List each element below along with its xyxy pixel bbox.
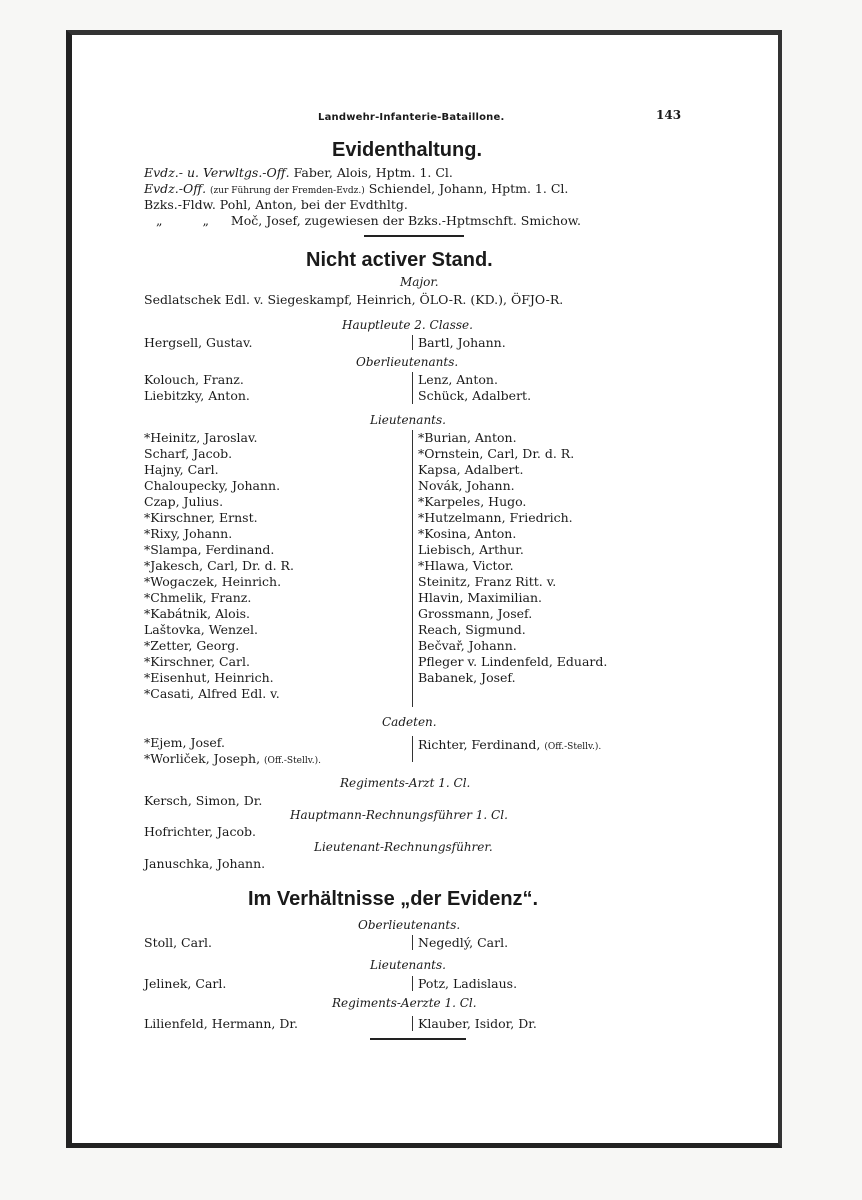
cadet-right-0 (418, 737, 601, 755)
lieutenant-left-12: Laštovka, Wenzel. (144, 622, 258, 637)
evidenthaltung-line-3: Bzks.-Fldw. Pohl, Anton, bei der Evdthltg. (144, 197, 408, 212)
lieutenant-left-7: *Slampa, Ferdinand. (144, 542, 275, 557)
lieutenant-left-9: *Wogaczek, Heinrich. (144, 574, 282, 589)
lt-rechnungsfuehrer-entry: Januschka, Johann. (144, 856, 266, 871)
entry-text: Faber, Alois, Hptm. 1. Cl. (293, 165, 453, 180)
hauptleute-left-0: Hergsell, Gustav. (144, 335, 253, 350)
lieutenant-right-1: *Ornstein, Carl, Dr. d. R. (418, 446, 575, 461)
lieutenant-right-7: Liebisch, Arthur. (418, 542, 524, 557)
rechnungsfuehrer-entry: Hofrichter, Jacob. (144, 824, 257, 839)
lieutenant-right-15: Babanek, Josef. (418, 670, 516, 685)
entry-note: (Off.-Stellv.). (264, 756, 322, 766)
lieutenant-left-4: Czap, Julius. (144, 494, 224, 509)
lieutenant-left-2: Hajny, Carl. (144, 462, 219, 477)
lieutenant-left-10: *Chmelik, Franz. (144, 590, 252, 605)
lieutenant-right-12: Reach, Sigmund. (418, 622, 526, 637)
rank-heading-major: Major. (400, 275, 439, 289)
rank-heading-lt-rechnungsfuehrer: Lieutenant-Rechnungsführer. (314, 840, 493, 854)
lieutenant-right-11: Grossmann, Josef. (418, 606, 533, 621)
rank-heading-evidenz-aerzte: Regiments-Aerzte 1. Cl. (332, 996, 477, 1010)
lieutenant-left-15: *Eisenhut, Heinrich. (144, 670, 274, 685)
column-divider (412, 736, 413, 762)
entry-text: *Worliček, Joseph, (144, 751, 261, 766)
entry-text: Moč, Josef, zugewiesen der Bzks.-Hptmschft. Smichow. (230, 213, 581, 228)
lieutenant-right-2: Kapsa, Adalbert. (418, 462, 524, 477)
column-divider (412, 335, 413, 350)
column-divider (412, 935, 413, 950)
lieutenant-left-5: *Kirschner, Ernst. (144, 510, 258, 525)
lieutenant-left-11: *Kabátnik, Alois. (144, 606, 251, 621)
role-label: Evdz.- u. Verwltgs.-Off. (144, 165, 290, 180)
evidenz-oberlt-right: Negedlý, Carl. (418, 935, 509, 950)
rank-heading-rechnungsfuehrer: Hauptmann-Rechnungsführer 1. Cl. (290, 808, 508, 822)
cadet-left-1 (144, 751, 321, 769)
rank-heading-cadeten: Cadeten. (382, 715, 437, 729)
cadet-left-0: *Ejem, Josef. (144, 735, 225, 750)
closing-divider (370, 1038, 466, 1040)
regiments-arzt-entry: Kersch, Simon, Dr. (144, 793, 263, 808)
lieutenant-right-5: *Hutzelmann, Friedrich. (418, 510, 573, 525)
lieutenant-left-16: *Casati, Alfred Edl. v. (144, 686, 280, 701)
rank-heading-evidenz-lieutenants: Lieutenants. (370, 958, 446, 972)
column-divider (412, 430, 413, 707)
evidenz-oberlt-left: Stoll, Carl. (144, 935, 213, 950)
lieutenant-right-9: Steinitz, Franz Ritt. v. (418, 574, 557, 589)
lieutenant-left-13: *Zetter, Georg. (144, 638, 240, 653)
lieutenant-left-14: *Kirschner, Carl. (144, 654, 250, 669)
column-divider (412, 372, 413, 404)
lieutenant-right-10: Hlavin, Maximilian. (418, 590, 543, 605)
lieutenant-right-6: *Kosina, Anton. (418, 526, 517, 541)
lieutenant-right-3: Novák, Johann. (418, 478, 515, 493)
rank-heading-regiments-arzt: Regiments-Arzt 1. Cl. (340, 776, 471, 790)
lieutenant-left-8: *Jakesch, Carl, Dr. d. R. (144, 558, 294, 573)
entry-text: Schiendel, Johann, Hptm. 1. Cl. (368, 181, 569, 196)
section-title-evidenthaltung: Evidenthaltung. (332, 139, 482, 161)
section-title-nicht-activer-stand: Nicht activer Stand. (306, 249, 493, 271)
evidenthaltung-line-4 (156, 213, 581, 228)
lieutenant-left-1: Scharf, Jacob. (144, 446, 233, 461)
column-divider (412, 976, 413, 991)
oberlt-left-1: Liebitzky, Anton. (144, 388, 250, 403)
ditto-marks: „ „ (156, 213, 227, 228)
section-divider (364, 235, 464, 237)
lieutenant-left-6: *Rixy, Johann. (144, 526, 233, 541)
rank-heading-evidenz-oberlieutenants: Oberlieutenants. (358, 918, 461, 932)
evidenz-aerzte-right: Klauber, Isidor, Dr. (418, 1016, 537, 1031)
entry-note: (Off.-Stellv.). (544, 742, 602, 752)
lieutenant-right-0: *Burian, Anton. (418, 430, 517, 445)
lieutenant-right-8: *Hlawa, Victor. (418, 558, 514, 573)
hauptleute-right-0: Bartl, Johann. (418, 335, 506, 350)
evidenz-lt-left: Jelinek, Carl. (144, 976, 227, 991)
lieutenant-right-13: Bečvař, Johann. (418, 638, 517, 653)
rank-heading-lieutenants: Lieutenants. (370, 413, 446, 427)
lieutenant-right-4: *Karpeles, Hugo. (418, 494, 527, 509)
evidenz-aerzte-left: Lilienfeld, Hermann, Dr. (144, 1016, 298, 1031)
oberlt-right-1: Schück, Adalbert. (418, 388, 532, 403)
role-label: Evdz.-Off. (144, 181, 207, 196)
column-divider (412, 1016, 413, 1031)
rank-heading-hauptleute: Hauptleute 2. Classe. (342, 318, 473, 332)
evidenz-lt-right: Potz, Ladislaus. (418, 976, 518, 991)
evidenthaltung-line-1 (144, 165, 453, 180)
entry-text: Richter, Ferdinand, (418, 737, 541, 752)
page-number: 143 (656, 108, 682, 122)
oberlt-left-0: Kolouch, Franz. (144, 372, 244, 387)
lieutenant-left-0: *Heinitz, Jaroslav. (144, 430, 258, 445)
major-entry: Sedlatschek Edl. v. Siegeskampf, Heinrich, ÖLO-R. (KD.), ÖFJO-R. (144, 292, 564, 307)
section-title-evidenz: Im Verhältnisse „der Evidenz“. (248, 888, 539, 910)
lieutenant-left-3: Chaloupecky, Johann. (144, 478, 281, 493)
oberlt-right-0: Lenz, Anton. (418, 372, 498, 387)
role-note: (zur Führung der Fremden-Evdz.) (210, 186, 365, 196)
lieutenant-right-14: Pfleger v. Lindenfeld, Eduard. (418, 654, 608, 669)
running-title: Landwehr-Infanterie-Bataillone. (318, 112, 505, 123)
rank-heading-oberlieutenants: Oberlieutenants. (356, 355, 459, 369)
